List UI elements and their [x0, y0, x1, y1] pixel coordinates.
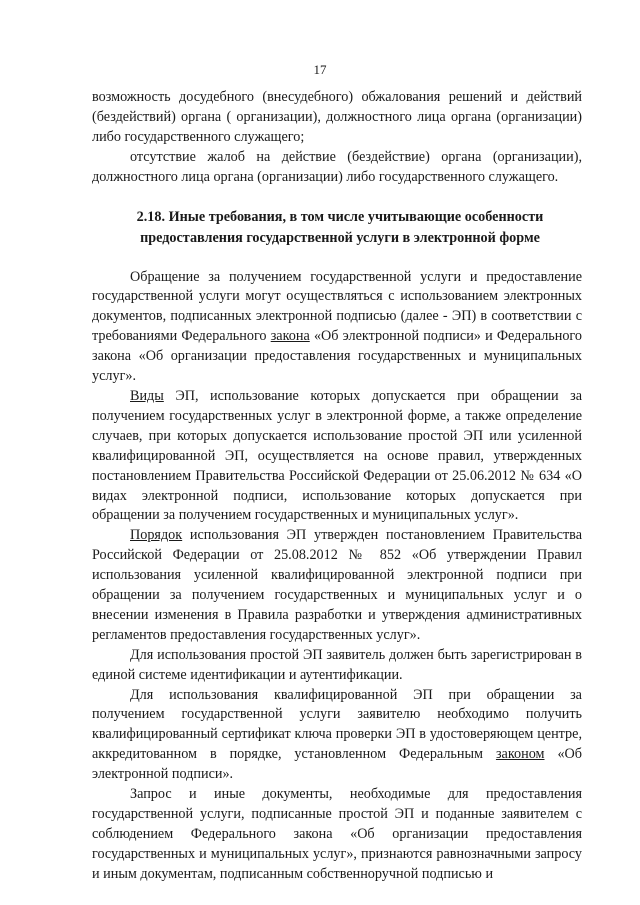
text-segment: использования ЭП утвержден постановлением Правительства Российской Федерации от 25.08.2012 № 852 «Об утверждении Правил использования усиленной квалифицированной электронной подписи при обращении за получением государственных и муниципальных услуг и о внесении изменения в Правила разработки и утверждения административных регламентов предоставления государственных услуг».	[92, 527, 582, 643]
text-segment: ЭП, использование которых допускается при обращении за получением государственных услуг в электронной форме, а также определение случаев, при которых допускается использование простой ЭП или усиленной квалифицированной ЭП, осуществляется на основе правил, утвержденных постановлением Правительства Российской Федерации от 25.06.2012 № 634 «О видах электронной подписи, использование которых допускается при обращении за получением государственных и муниципальных услуг».	[92, 387, 582, 524]
paragraph-simple-signature: Для использования простой ЭП заявитель должен быть зарегистрирован в единой системе идентификации и аутентификации.	[92, 646, 582, 683]
procedure-link[interactable]: Порядок	[130, 527, 183, 544]
paragraph-no-complaints: отсутствие жалоб на действие (бездействие) органа (организации), должностного лица органа (организации) либо государственного служащего.	[92, 148, 582, 185]
paragraph-electronic-documents	[92, 268, 582, 387]
law-link[interactable]: закона	[270, 328, 310, 345]
types-link[interactable]: Виды	[130, 387, 164, 404]
paragraph-signature-procedure	[92, 526, 582, 645]
paragraph-qualified-signature	[92, 686, 582, 786]
text-segment: Обращение за получением государственной услуги и предоставление государственной услуги могут осуществляться с использованием электронных документов, подписанных электронной подписью (далее - ЭП) в соответствии с требованиями Федерального	[92, 268, 582, 345]
paragraph-appeal-possibility: возможность досудебного (внесудебного) обжалования решений и действий (бездействий) органа ( организации), должностного лица органа (организации) либо государственного служащего;	[92, 89, 582, 145]
paragraph-equivalence: Запрос и иные документы, необходимые для предоставления государственной услуги, подписанные простой ЭП и поданные заявителем с соблюдением Федерального закона «Об организации предоставления государственных и муниципальных услуг», признаются равнозначными запросу и иным документам, подписанным собственноручной подписью и	[92, 786, 582, 882]
text-segment: Для использования квалифицированной ЭП при обращении за получением государственной услуги заявителю необходимо получить квалифицированный сертификат ключа проверки ЭП в удостоверяющем центре, аккредитованном в порядке, установленном Федеральным	[92, 686, 582, 763]
text-segment: «Об электронной подписи».	[92, 746, 582, 783]
paragraph-signature-types	[92, 387, 582, 526]
text-segment: «Об электронной подписи» и Федерального закона «Об организации предоставления государственных и муниципальных услуг».	[92, 328, 582, 385]
document-body	[92, 88, 582, 885]
section-heading-2-18: 2.18. Иные требования, в том числе учитывающие особенности предоставления государственной услуги в электронной форме	[136, 208, 544, 246]
page-number: 17	[313, 62, 327, 77]
law-link[interactable]: законом	[495, 746, 545, 763]
